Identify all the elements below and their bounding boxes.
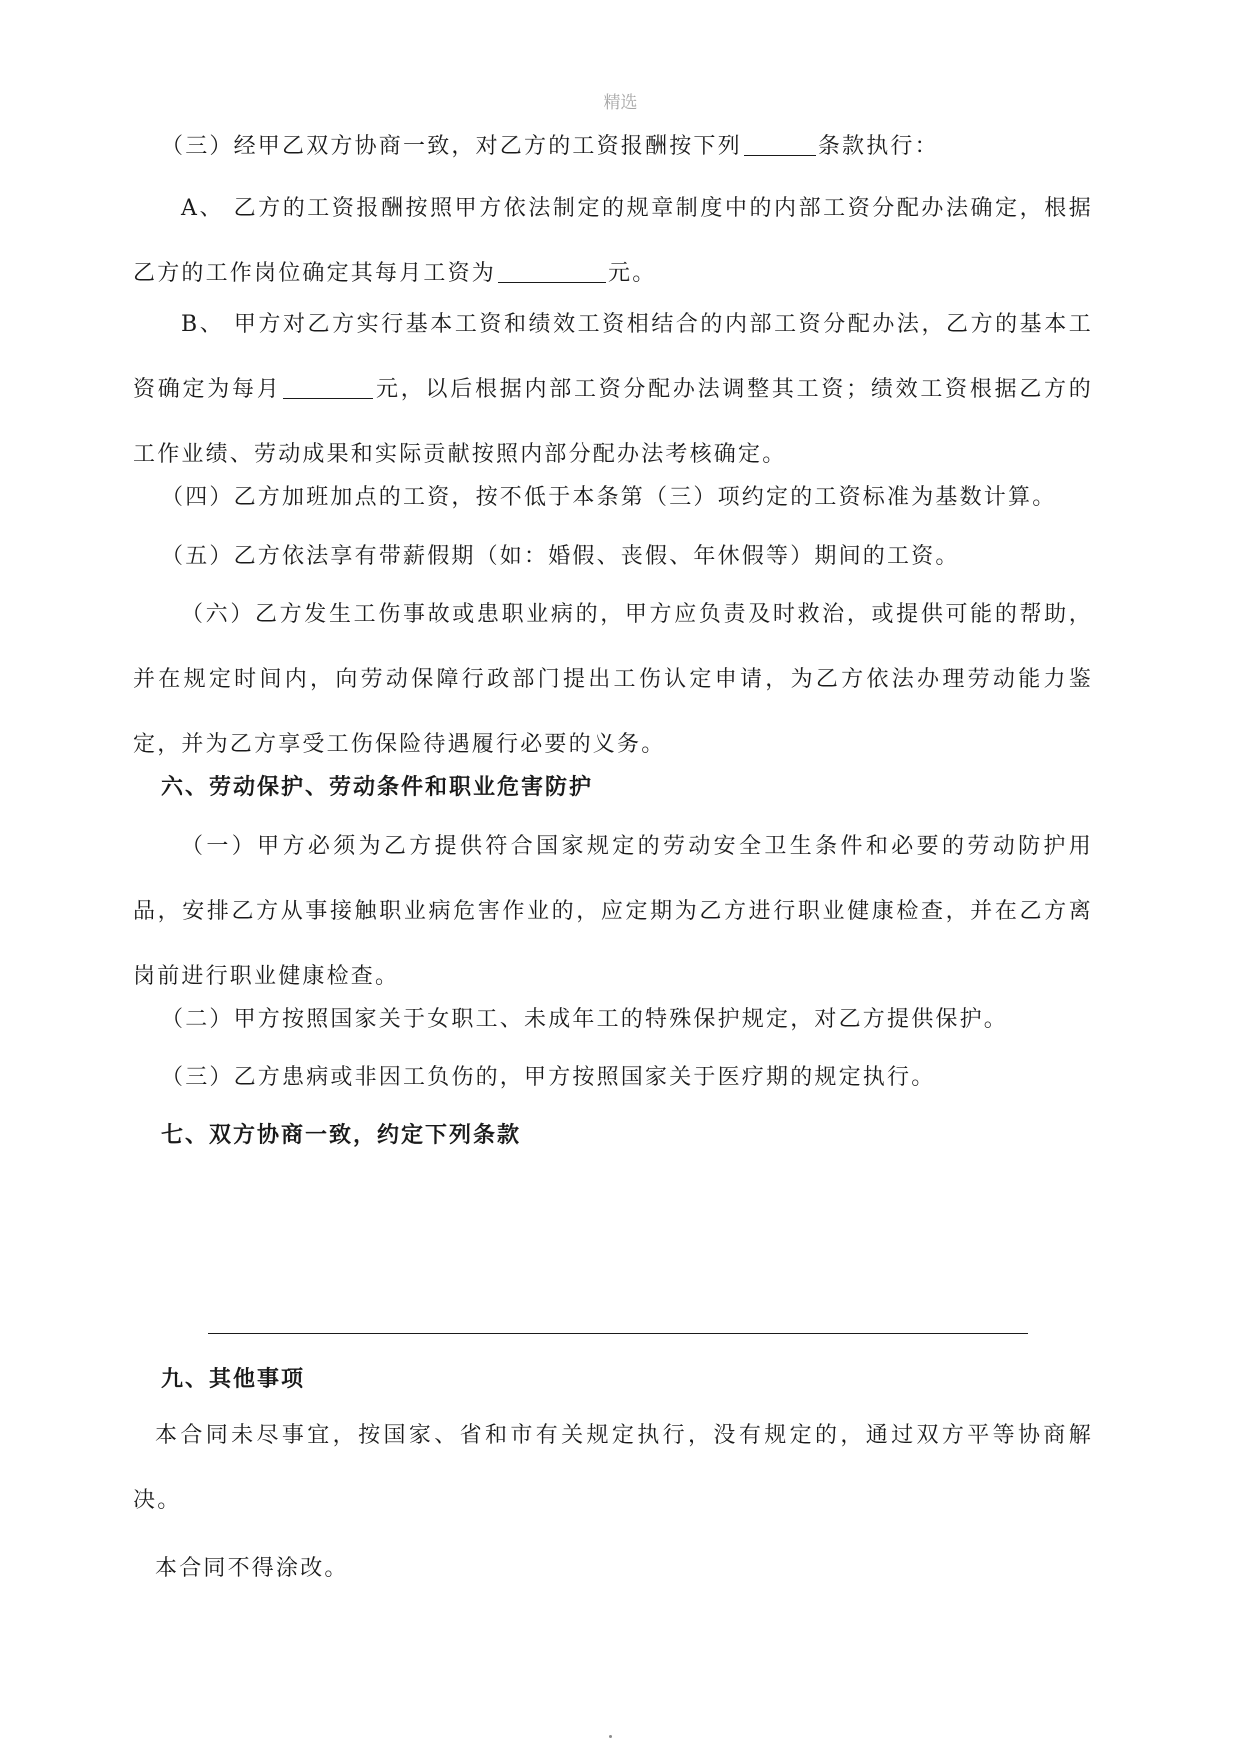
option-a-paragraph (133, 176, 1093, 306)
clause-text: 条款执行： (817, 134, 939, 159)
option-a-suffix: 元。 (608, 261, 657, 286)
option-b-paragraph (133, 292, 1093, 487)
clause-3-wage-terms (133, 127, 1121, 167)
option-b-suffix: 元，以后根据内部工资分配办法调整其工资；绩效工资根据乙方的工作业绩、劳动成果和实际贡献按照内部分配办法考核确定。 (133, 377, 1094, 467)
monthly-wage-blank (498, 281, 606, 283)
base-wage-blank (283, 397, 373, 399)
clause-6-work-injury: （六）乙方发生工伤事故或患职业病的，甲方应负责及时救治，或提供可能的帮助，并在规定时间内，向劳动保障行政部门提出工伤认定申请，为乙方依法办理劳动能力鉴定，并为乙方享受工伤保险待遇履行必要的义务。 (133, 602, 1093, 757)
clause-5-paid-leave: （五）乙方依法享有带薪假期（如：婚假、丧假、年休假等）期间的工资。 (161, 544, 960, 569)
section-6-item-1: （一）甲方必须为乙方提供符合国家规定的劳动安全卫生条件和必要的劳动防护用品，安排乙方从事接触职业病危害作业的，应定期为乙方进行职业健康检查，并在乙方离岗前进行职业健康检查。 (133, 834, 1093, 989)
section-6-title: 六、劳动保护、劳动条件和职业危害防护 (161, 775, 594, 800)
section-6-item-3: （三）乙方患病或非因工负伤的，甲方按照国家关于医疗期的规定执行。 (161, 1065, 936, 1090)
section-7-title: 七、双方协商一致，约定下列条款 (161, 1123, 522, 1148)
option-a-text: A、 乙方的工资报酬按照甲方依法制定的规章制度中的内部工资分配办法确定，根据乙方的工作岗位确定其每月工资为 (133, 196, 1093, 286)
section-9-paragraph-1: 本合同未尽事宜，按国家、省和市有关规定执行，没有规定的，通过双方平等协商解决。 (133, 1423, 1093, 1513)
footer-dot (609, 1735, 612, 1738)
page-header: 精选 (603, 93, 638, 113)
section-6-item-2: （二）甲方按照国家关于女职工、未成年工的特殊保护规定，对乙方提供保护。 (161, 1007, 1009, 1032)
clause-text: （三）经甲乙双方协商一致，对乙方的工资报酬按下列 (161, 134, 742, 159)
option-b-text: B、 甲方对乙方实行基本工资和绩效工资相结合的内部工资分配办法，乙方的基本工资确定为每月 (133, 312, 1093, 402)
blank-line (744, 154, 816, 156)
section-9-title: 九、其他事项 (161, 1367, 306, 1392)
blank-agreement-line (208, 1333, 1028, 1334)
clause-4-overtime: （四）乙方加班加点的工资，按不低于本条第（三）项约定的工资标准为基数计算。 (161, 485, 1057, 510)
section-9-paragraph-2: 本合同不得涂改。 (155, 1556, 349, 1581)
